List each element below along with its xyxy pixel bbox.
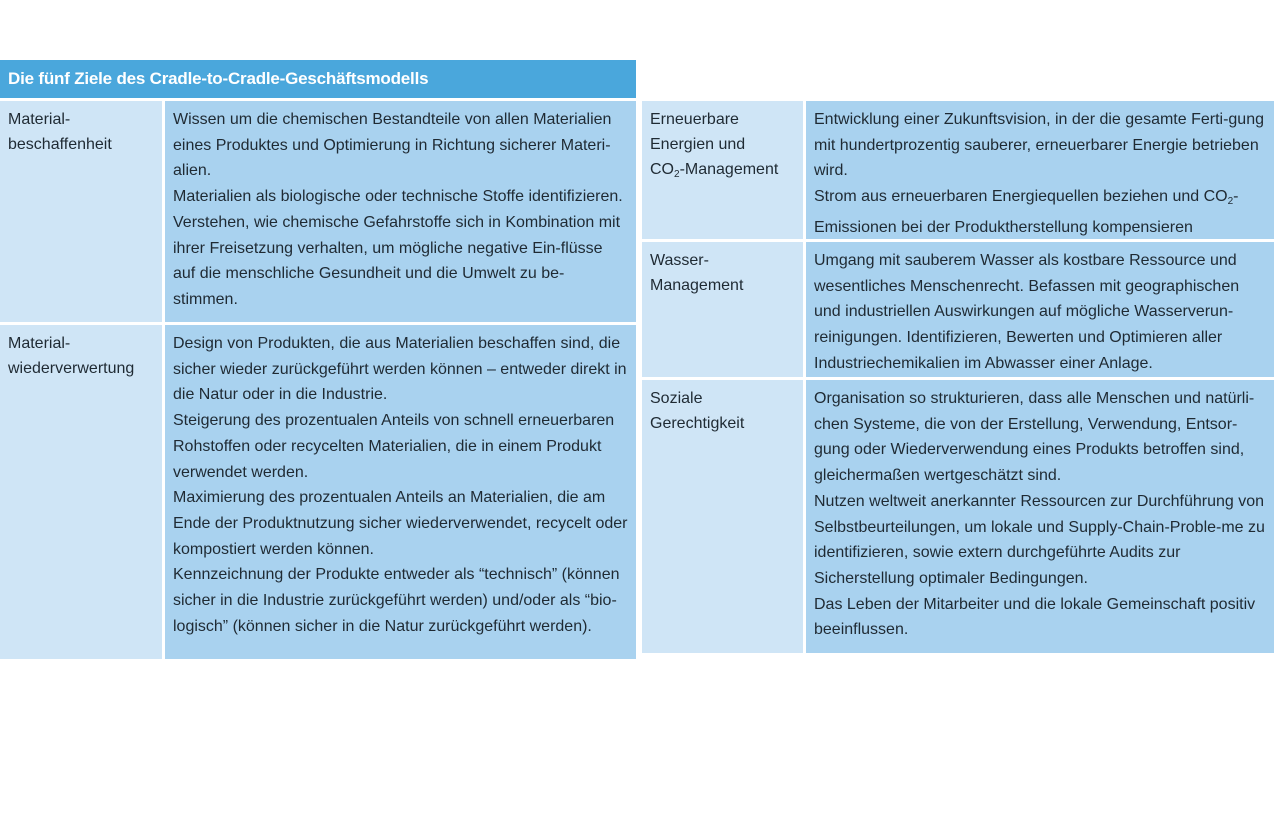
label-line: Wasser- — [650, 252, 709, 269]
row-label-wasser — [642, 242, 806, 377]
paragraph: Nutzen weltweit anerkannter Ressourcen zur Durchführung von Selbstbeurteilungen, um lokale und Supply-Chain-Proble-me zu identifizieren, sowie extern durchgeführte Audits zur Sicherstellung optimaler Bedingungen. — [814, 492, 1265, 587]
paragraph: Wissen um die chemischen Bestandteile von allen Materialien eines Produktes und Optimierung in Richtung sicherer Materi-alien. — [173, 111, 612, 180]
row-text-wasser — [806, 242, 1274, 377]
label-line: Energien und — [650, 136, 746, 153]
row-label-energie — [642, 101, 806, 239]
paragraph: Organisation so strukturieren, dass alle Menschen und natürli-chen Systeme, die von der Erstellung, Verwendung, Entsor-gung oder Wiederverwendung eines Produkts betroffen sind, gleichermaßen wertgeschätzt sind. — [814, 390, 1255, 485]
label-line: wiederverwertung — [8, 360, 135, 377]
paragraph: Maximierung des prozentualen Anteils an Materialien, die am Ende der Produktnutzung sicher wiederverwendet, recycelt oder kompostiert werden können. — [173, 489, 628, 558]
row-text-energie — [806, 101, 1274, 239]
label-line: Gerechtigkeit — [650, 415, 745, 432]
table-row — [642, 242, 1274, 380]
label-line: Erneuerbare — [650, 111, 739, 128]
paragraph: Entwicklung einer Zukunftsvision, in der die gesamte Ferti-gung mit hundertprozentig sauberer, erneuerbarer Energie betrieben wird. — [814, 111, 1264, 180]
paragraph: Design von Produkten, die aus Materialien beschaffen sind, die sicher wieder zurückgeführt werden können – entweder direkt in die Natur oder in die Industrie. — [173, 335, 627, 404]
label-line: Material- — [8, 111, 71, 128]
row-label-materialbeschaffenheit — [0, 101, 165, 322]
row-label-sozial — [642, 380, 806, 653]
subscript: 2 — [674, 169, 680, 180]
table-title: Die fünf Ziele des Cradle-to-Cradle-Geschäftsmodells — [0, 60, 636, 98]
paragraph: Das Leben der Mitarbeiter und die lokale Gemeinschaft positiv beeinflussen. — [814, 595, 1256, 639]
co-text: CO — [650, 161, 674, 178]
management-text: -Management — [679, 161, 779, 178]
table-row — [0, 325, 636, 659]
label-line — [650, 157, 795, 187]
label-line: Management — [650, 277, 744, 294]
right-table — [642, 101, 1274, 653]
row-text-sozial — [806, 380, 1274, 653]
table-row — [642, 380, 1274, 653]
row-text-materialwiederverwertung — [165, 325, 636, 659]
paragraph-start: Strom aus erneuerbaren Energiequellen beziehen und CO — [814, 188, 1228, 206]
paragraph: Umgang mit sauberem Wasser als kostbare Ressource und wesentliches Menschenrecht. Befassen mit geographischen und industriellen Auswirkungen auf mögliche Wasserverun-reinigungen. Identifizieren, Bewerten und Optimieren aller Industriechemikalien im Abwasser einer Anlage. — [814, 252, 1240, 372]
row-label-materialwiederverwertung — [0, 325, 165, 659]
table-row — [642, 101, 1274, 242]
paragraph: Steigerung des prozentualen Anteils von schnell erneuerbaren Rohstoffen oder recycelten Materialien, die in einem Produkt verwendet werden. — [173, 412, 615, 481]
label-line: Material- — [8, 335, 71, 352]
table-row — [0, 101, 636, 325]
subscript: 2 — [1227, 196, 1234, 208]
paragraph — [814, 184, 1266, 240]
paragraph: Kennzeichnung der Produkte entweder als “technisch” (können sicher in die Industrie zurückgeführt werden) und/oder als “bio-logisch” (können sicher in die Natur zurückgeführt werden). — [173, 566, 620, 635]
paragraph: Materialien als biologische oder technische Stoffe identifizieren. Verstehen, wie chemische Gefahrstoffe sich in Kombination mit ihrer Freisetzung verhalten, um mögliche negative Ein-flüsse auf die menschliche Gesundheit und die Umwelt zu be-stimmen. — [173, 188, 623, 308]
row-text-materialbeschaffenheit — [165, 101, 636, 322]
label-line: beschaffenheit — [8, 136, 112, 153]
left-table — [0, 101, 636, 659]
label-line: Soziale — [650, 390, 703, 407]
paragraph-end: -Emissionen bei der Produktherstellung kompensieren — [814, 188, 1239, 236]
